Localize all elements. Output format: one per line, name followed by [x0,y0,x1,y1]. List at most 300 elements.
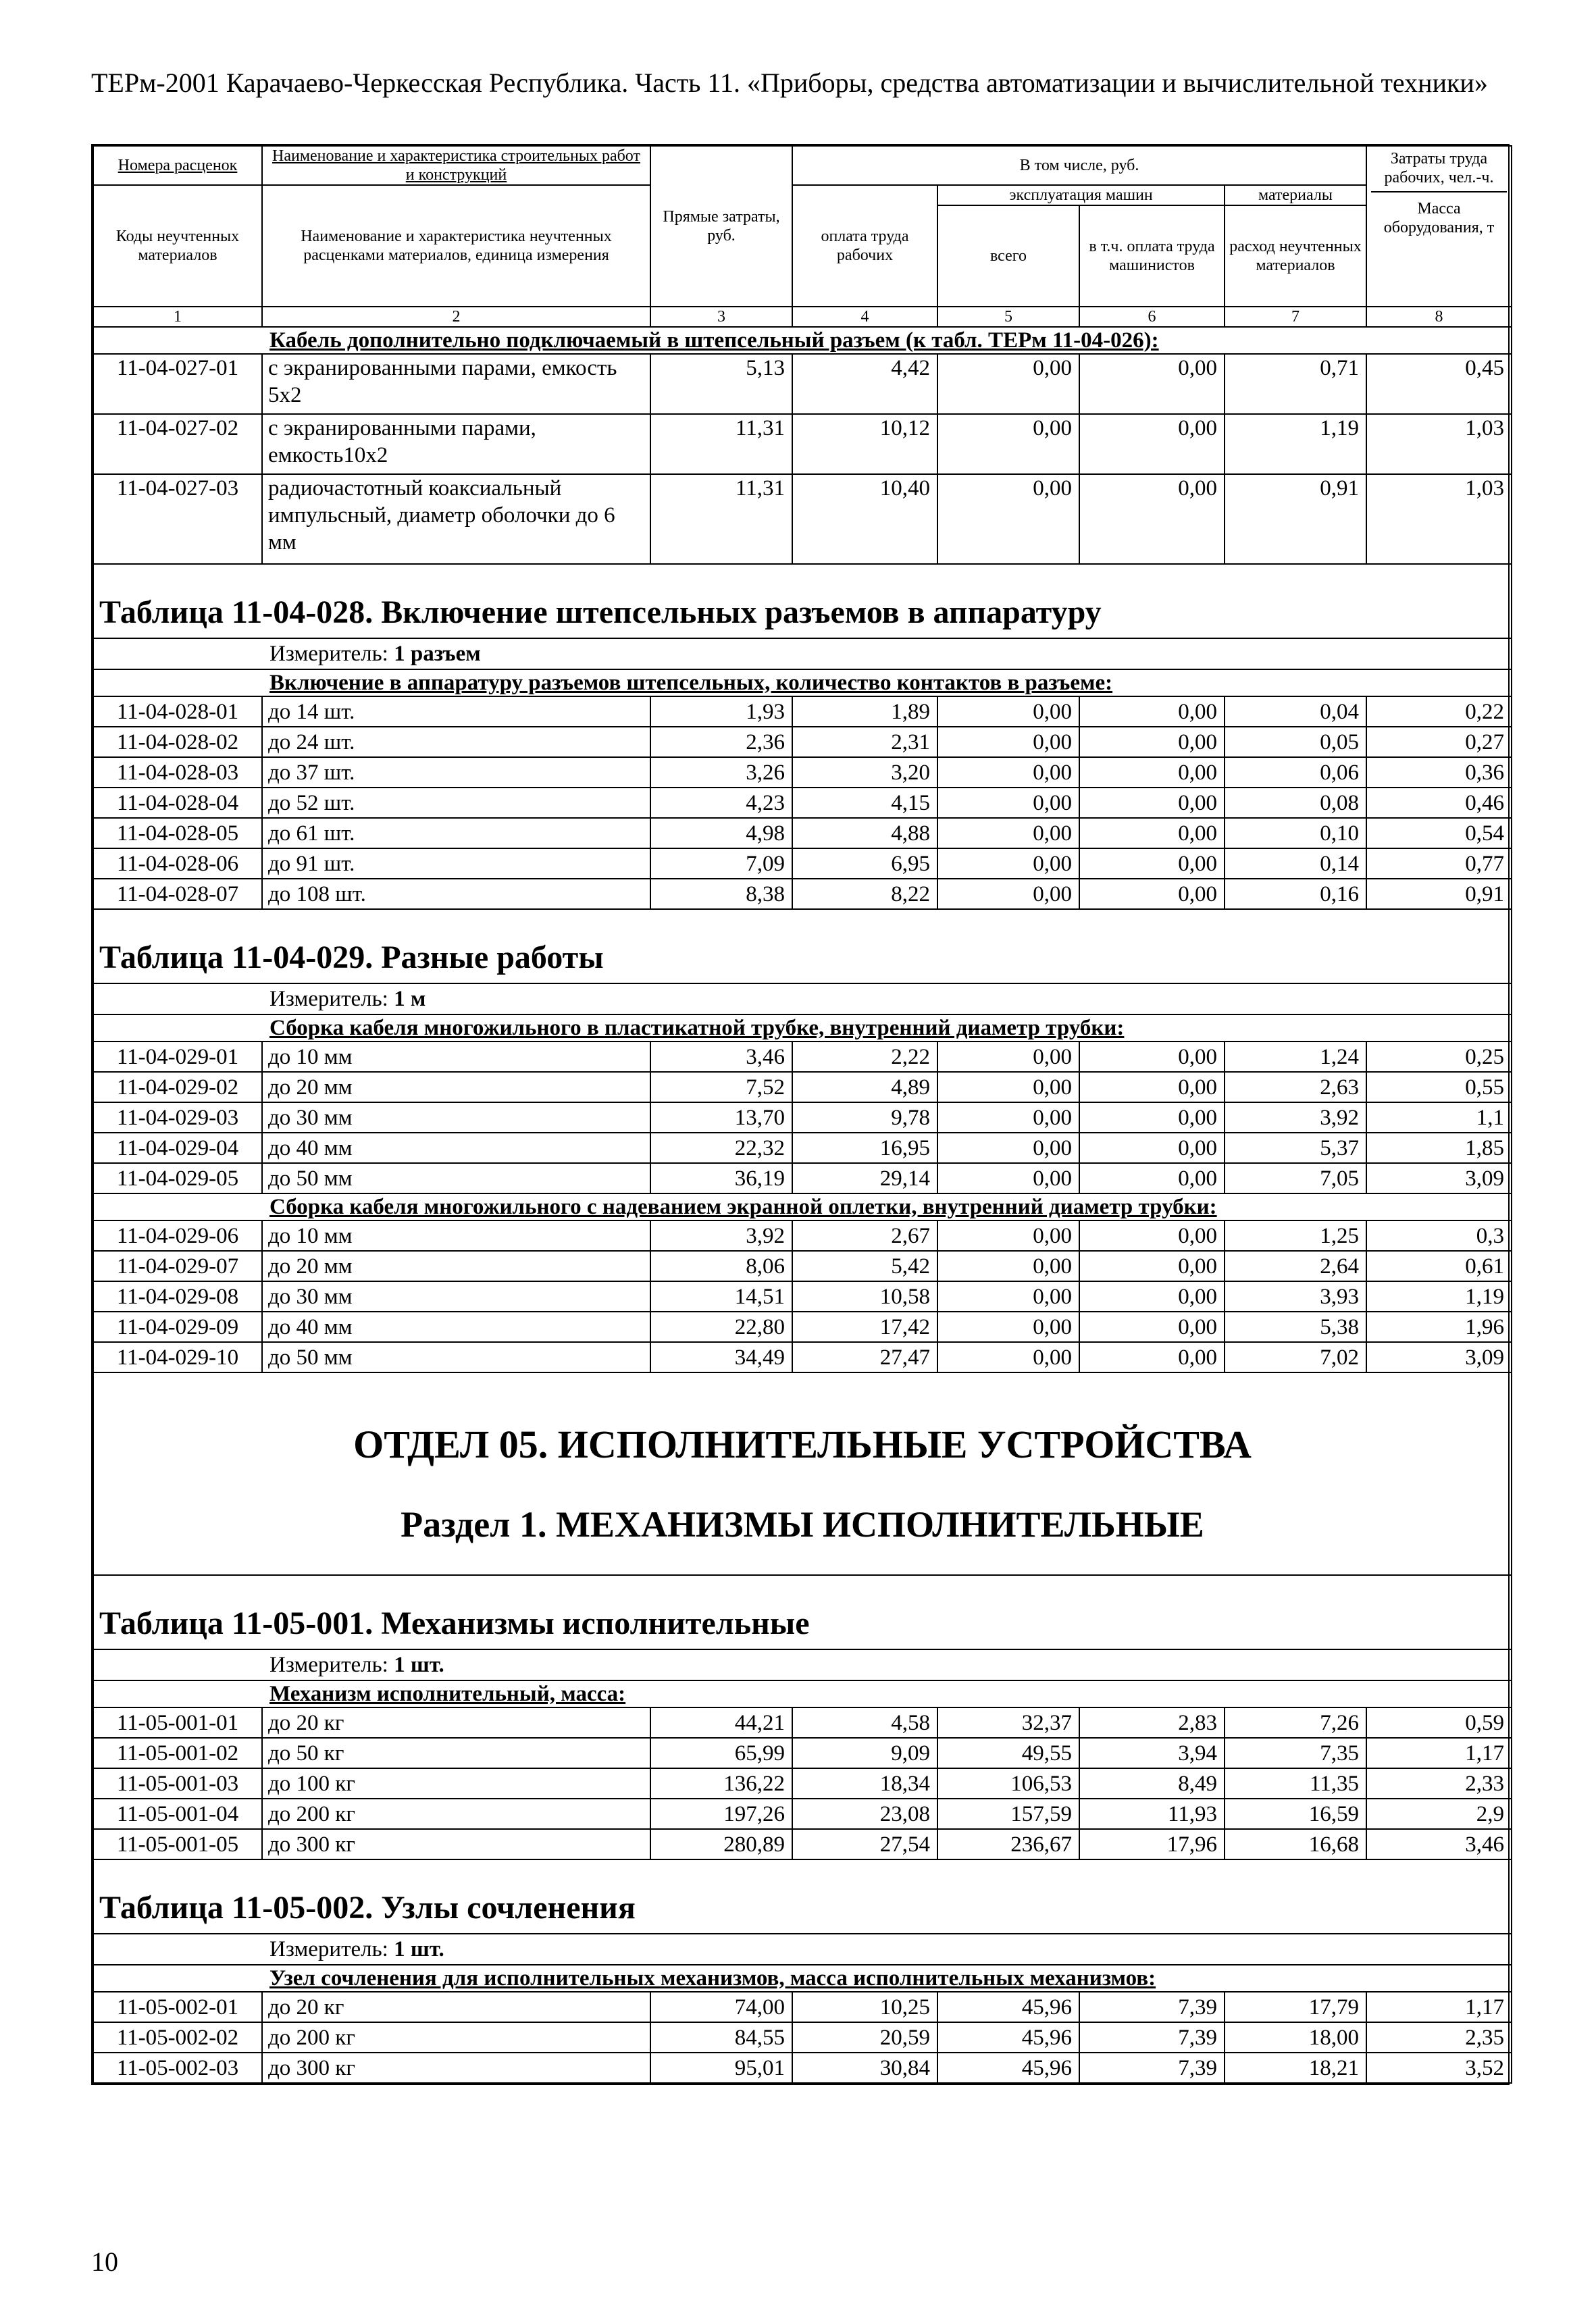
col-rate-numbers: Номера расценок [93,146,262,185]
rate-value: 6,95 [792,848,937,879]
rate-value: 0,00 [937,848,1079,879]
rate-value: 0,3 [1366,1220,1512,1251]
rate-value: 0,00 [937,1042,1079,1072]
unit-label: Измеритель: [269,1652,388,1677]
rate-value: 22,80 [650,1312,792,1342]
col-materials: материалы [1225,185,1366,205]
rate-value: 0,00 [1079,879,1225,909]
otdel-title: ОТДЕЛ 05. ИСПОЛНИТЕЛЬНЫЕ УСТРОЙСТВА [93,1372,1512,1474]
rate-code: 11-04-029-10 [93,1342,262,1372]
col-labor-pay: оплата труда рабочих [792,185,937,307]
rate-name: с экранированными парами, емкость10х2 [262,414,650,474]
rate-value: 197,26 [650,1799,792,1829]
unit-row [93,983,1512,1014]
rate-value: 0,06 [1225,757,1366,788]
group-subtitle: Включение в аппаратуру разъемов штепсельных, количество контактов в разъеме: [269,670,1113,695]
rate-value: 9,78 [792,1102,937,1133]
rate-value: 18,21 [1225,2053,1366,2083]
rate-value: 11,31 [650,474,792,564]
rate-name: до 40 мм [262,1312,650,1342]
rate-value: 0,05 [1225,727,1366,757]
col-incl-driver: в т.ч. оплата труда машинистов [1079,205,1225,307]
rate-value: 0,55 [1366,1072,1512,1102]
group-subtitle-cell [93,1014,1512,1042]
table-row [93,727,1512,757]
rate-name: до 200 кг [262,1799,650,1829]
rate-value: 0,16 [1225,879,1366,909]
rate-value: 0,00 [1079,727,1225,757]
rate-value: 13,70 [650,1102,792,1133]
rate-code: 11-04-029-03 [93,1102,262,1133]
rate-name: до 20 мм [262,1072,650,1102]
rate-code: 11-04-029-07 [93,1251,262,1281]
table-title-row [93,1575,1512,1649]
rate-value: 2,64 [1225,1251,1366,1281]
rate-value: 2,22 [792,1042,937,1072]
rate-value: 0,22 [1366,696,1512,727]
table-row [93,879,1512,909]
rate-value: 0,00 [1079,757,1225,788]
unit-cell [93,983,1512,1014]
rate-code: 11-05-001-03 [93,1768,262,1799]
rate-value: 5,13 [650,354,792,414]
group-subtitle-cell [93,327,1512,354]
razdel-title-row [93,1474,1512,1575]
rate-value: 23,08 [792,1799,937,1829]
rate-name: до 30 мм [262,1102,650,1133]
group-subtitle-row [93,1014,1512,1042]
rate-name: до 52 шт. [262,788,650,818]
rate-value: 3,92 [1225,1102,1366,1133]
rate-value: 0,00 [1079,1072,1225,1102]
rate-value: 14,51 [650,1281,792,1312]
rate-value: 0,08 [1225,788,1366,818]
rate-value: 0,00 [937,1342,1079,1372]
rate-name: до 20 мм [262,1251,650,1281]
rate-value: 0,00 [937,788,1079,818]
table-row [93,1251,1512,1281]
table-row [93,1768,1512,1799]
col-labor-costs-cell [1366,146,1512,307]
col-unaccounted-materials-cost: расход неучтенных материалов [1225,205,1366,307]
rate-value: 0,14 [1225,848,1366,879]
table-row [93,414,1512,474]
col-labor-costs: Затраты труда рабочих, чел.-ч. [1371,149,1507,192]
rate-value: 8,22 [792,879,937,909]
rate-code: 11-04-028-06 [93,848,262,879]
rate-value: 236,67 [937,1829,1079,1859]
rate-value: 36,19 [650,1163,792,1193]
rate-value: 11,93 [1079,1799,1225,1829]
rate-value: 17,96 [1079,1829,1225,1859]
rate-value: 0,00 [1079,1133,1225,1163]
rate-code: 11-05-001-04 [93,1799,262,1829]
rate-value: 3,20 [792,757,937,788]
rate-value: 4,23 [650,788,792,818]
rate-value: 10,58 [792,1281,937,1312]
rate-value: 4,88 [792,818,937,848]
rate-value: 5,38 [1225,1312,1366,1342]
rate-value: 0,71 [1225,354,1366,414]
rate-value: 11,35 [1225,1768,1366,1799]
rate-name: до 61 шт. [262,818,650,848]
rate-value: 65,99 [650,1738,792,1768]
rate-value: 0,00 [937,1220,1079,1251]
table-title-row [93,564,1512,638]
razdel-title: Раздел 1. МЕХАНИЗМЫ ИСПОЛНИТЕЛЬНЫЕ [93,1474,1512,1575]
rate-value: 0,00 [937,1281,1079,1312]
header-row-2 [93,185,1512,205]
rate-name: до 50 кг [262,1738,650,1768]
rate-value: 3,09 [1366,1342,1512,1372]
col-number: 7 [1225,307,1366,327]
rate-value: 280,89 [650,1829,792,1859]
col-direct-costs: Прямые затраты, руб. [650,146,792,307]
rate-value: 10,40 [792,474,937,564]
rate-value: 8,06 [650,1251,792,1281]
rate-name: до 14 шт. [262,696,650,727]
rate-value: 2,35 [1366,2022,1512,2053]
group-subtitle-cell [93,1965,1512,1992]
rate-value: 0,00 [937,1102,1079,1133]
group-subtitle-row [93,669,1512,696]
unit-cell [93,1649,1512,1680]
rate-value: 4,89 [792,1072,937,1102]
rate-value: 74,00 [650,1992,792,2022]
rate-value: 7,09 [650,848,792,879]
rate-value: 0,00 [1079,818,1225,848]
rate-value: 29,14 [792,1163,937,1193]
rate-value: 2,36 [650,727,792,757]
table-row [93,1042,1512,1072]
col-number: 4 [792,307,937,327]
col-number: 1 [93,307,262,327]
rate-value: 0,91 [1225,474,1366,564]
rate-value: 3,92 [650,1220,792,1251]
unit-row [93,638,1512,669]
rate-value: 7,52 [650,1072,792,1102]
rate-value: 84,55 [650,2022,792,2053]
col-work-name: Наименование и характеристика строительных работ и конструкций [262,146,650,185]
rate-value: 1,19 [1366,1281,1512,1312]
rate-value: 3,93 [1225,1281,1366,1312]
table-row [93,696,1512,727]
rate-code: 11-05-002-01 [93,1992,262,2022]
table-row [93,1133,1512,1163]
rate-value: 2,9 [1366,1799,1512,1829]
rate-value: 7,26 [1225,1707,1366,1738]
rate-value: 17,42 [792,1312,937,1342]
unit-label: Измеритель: [269,1936,388,1961]
rate-value: 22,32 [650,1133,792,1163]
rate-value: 4,98 [650,818,792,848]
rate-name: до 24 шт. [262,727,650,757]
rate-value: 0,04 [1225,696,1366,727]
table-title: Таблица 11-05-001. Механизмы исполнительные [93,1575,1512,1649]
rate-name: до 40 мм [262,1133,650,1163]
rate-value: 0,00 [937,1072,1079,1102]
rate-value: 0,00 [937,879,1079,909]
rate-value: 0,10 [1225,818,1366,848]
table-title-row [93,909,1512,983]
rate-value: 2,83 [1079,1707,1225,1738]
group-subtitle: Сборка кабеля многожильного в пластикатной трубке, внутренний диаметр трубки: [269,1015,1125,1040]
rate-value: 0,00 [937,474,1079,564]
rate-value: 0,00 [937,354,1079,414]
rate-name: до 10 мм [262,1042,650,1072]
rate-value: 0,00 [937,414,1079,474]
rate-name: до 300 кг [262,2053,650,2083]
rate-value: 0,00 [1079,788,1225,818]
unit-label: Измеритель: [269,986,388,1011]
rate-code: 11-05-002-03 [93,2053,262,2083]
rate-code: 11-04-029-02 [93,1072,262,1102]
rate-name: до 200 кг [262,2022,650,2053]
table-row [93,848,1512,879]
rate-value: 0,00 [1079,1042,1225,1072]
rate-value: 95,01 [650,2053,792,2083]
rate-value: 0,00 [1079,1312,1225,1342]
table-title: Таблица 11-04-028. Включение штепсельных разъемов в аппаратуру [93,564,1512,638]
rate-name: с экранированными парами, емкость 5х2 [262,354,650,414]
table-row [93,1281,1512,1312]
table-title: Таблица 11-05-002. Узлы сочленения [93,1859,1512,1934]
col-number: 3 [650,307,792,327]
rate-value: 1,25 [1225,1220,1366,1251]
page-header: ТЕРм-2001 Карачаево-Черкесская Республика. Часть 11. «Приборы, средства автоматизации и вычислительной техники» [91,68,1488,98]
table-row [93,1799,1512,1829]
rate-name: до 10 мм [262,1220,650,1251]
group-subtitle: Узел сочленения для исполнительных механизмов, масса исполнительных механизмов: [269,1965,1156,1990]
rate-name: до 300 кг [262,1829,650,1859]
rate-value: 2,63 [1225,1072,1366,1102]
rate-value: 0,00 [1079,474,1225,564]
rate-value: 0,00 [1079,414,1225,474]
rate-code: 11-04-029-05 [93,1163,262,1193]
rate-value: 0,27 [1366,727,1512,757]
col-number: 6 [1079,307,1225,327]
table-title-row [93,1859,1512,1934]
group-subtitle: Сборка кабеля многожильного с надеванием экранной оплетки, внутренний диаметр трубки: [269,1194,1217,1219]
rate-value: 45,96 [937,2022,1079,2053]
rate-code: 11-04-029-09 [93,1312,262,1342]
table-row [93,1829,1512,1859]
rate-value: 3,52 [1366,2053,1512,2083]
rate-value: 0,00 [1079,1102,1225,1133]
rate-value: 10,12 [792,414,937,474]
rate-value: 0,00 [937,696,1079,727]
rate-value: 0,00 [937,1133,1079,1163]
group-subtitle-cell [93,1193,1512,1220]
rate-value: 9,09 [792,1738,937,1768]
table-row [93,2053,1512,2083]
rate-name: до 100 кг [262,1768,650,1799]
table-row [93,757,1512,788]
group-subtitle: Кабель дополнительно подключаемый в штепсельный разъем (к табл. ТЕРм 11-04-026): [269,328,1159,353]
header-row-1 [93,146,1512,185]
rate-value: 3,94 [1079,1738,1225,1768]
rate-value: 0,00 [937,818,1079,848]
rate-value: 45,96 [937,1992,1079,2022]
rate-value: 0,00 [1079,1163,1225,1193]
rate-value: 1,17 [1366,1738,1512,1768]
unit-value: 1 разъем [394,641,481,666]
rate-value: 45,96 [937,2053,1079,2083]
rate-value: 7,39 [1079,1992,1225,2022]
rate-value: 8,38 [650,879,792,909]
rate-code: 11-04-029-08 [93,1281,262,1312]
table-row [93,1072,1512,1102]
group-subtitle-cell [93,1680,1512,1707]
rate-value: 0,25 [1366,1042,1512,1072]
table-row [93,818,1512,848]
rate-name: до 108 шт. [262,879,650,909]
rate-value: 2,67 [792,1220,937,1251]
rate-value: 7,02 [1225,1342,1366,1372]
col-number: 2 [262,307,650,327]
rate-value: 44,21 [650,1707,792,1738]
rate-code: 11-05-002-02 [93,2022,262,2053]
rate-value: 1,96 [1366,1312,1512,1342]
col-number: 8 [1366,307,1512,327]
rate-value: 1,89 [792,696,937,727]
rate-value: 34,49 [650,1342,792,1372]
group-subtitle: Механизм исполнительный, масса: [269,1681,626,1706]
col-equipment-mass: Масса оборудования, т [1383,200,1495,236]
rate-value: 16,68 [1225,1829,1366,1859]
rate-value: 1,19 [1225,414,1366,474]
rate-name: до 50 мм [262,1342,650,1372]
rate-value: 0,00 [937,727,1079,757]
rate-value: 0,46 [1366,788,1512,818]
rate-value: 1,17 [1366,1992,1512,2022]
rate-code: 11-04-028-04 [93,788,262,818]
unit-label: Измеритель: [269,641,388,666]
rate-name: радиочастотный коаксиальный импульсный, диаметр оболочки до 6 мм [262,474,650,564]
table-row [93,1312,1512,1342]
table-row [93,1102,1512,1133]
table-row [93,474,1512,564]
rate-code: 11-04-027-03 [93,474,262,564]
rate-value: 7,35 [1225,1738,1366,1768]
rate-value: 0,91 [1366,879,1512,909]
rate-code: 11-04-028-02 [93,727,262,757]
rate-value: 7,05 [1225,1163,1366,1193]
group-subtitle-row [93,1965,1512,1992]
rate-name: до 30 мм [262,1281,650,1312]
rate-value: 0,61 [1366,1251,1512,1281]
rate-value: 0,36 [1366,757,1512,788]
unit-row [93,1934,1512,1965]
group-subtitle-row [93,1193,1512,1220]
rate-value: 0,00 [937,757,1079,788]
rate-name: до 37 шт. [262,757,650,788]
rate-value: 30,84 [792,2053,937,2083]
rate-value: 10,25 [792,1992,937,2022]
rate-code: 11-04-028-01 [93,696,262,727]
unit-cell [93,638,1512,669]
rate-value: 0,54 [1366,818,1512,848]
group-subtitle-cell [93,669,1512,696]
rate-value: 32,37 [937,1707,1079,1738]
rate-value: 18,00 [1225,2022,1366,2053]
rate-value: 18,34 [792,1768,937,1799]
rate-value: 1,03 [1366,474,1512,564]
rate-value: 27,47 [792,1342,937,1372]
rate-value: 20,59 [792,2022,937,2053]
group-subtitle-row [93,327,1512,354]
rate-value: 0,00 [1079,696,1225,727]
rate-value: 3,09 [1366,1163,1512,1193]
rate-value: 1,93 [650,696,792,727]
rate-value: 3,46 [1366,1829,1512,1859]
rate-value: 2,33 [1366,1768,1512,1799]
rate-name: до 20 кг [262,1992,650,2022]
group-subtitle-row [93,1680,1512,1707]
table-row [93,1992,1512,2022]
rate-value: 1,03 [1366,414,1512,474]
unit-value: 1 шт. [394,1936,444,1961]
rate-value: 11,31 [650,414,792,474]
rate-value: 8,49 [1079,1768,1225,1799]
rate-value: 17,79 [1225,1992,1366,2022]
rate-value: 7,39 [1079,2053,1225,2083]
rate-value: 0,00 [937,1251,1079,1281]
rate-value: 1,24 [1225,1042,1366,1072]
rate-code: 11-04-027-01 [93,354,262,414]
rate-name: до 50 мм [262,1163,650,1193]
table-row [93,788,1512,818]
rate-value: 2,31 [792,727,937,757]
page-number: 10 [91,2246,118,2277]
unit-value: 1 м [394,986,426,1011]
col-total: всего [937,205,1079,307]
rate-value: 3,46 [650,1042,792,1072]
unit-cell [93,1934,1512,1965]
rate-value: 0,00 [1079,354,1225,414]
rate-value: 0,77 [1366,848,1512,879]
table-row [93,1342,1512,1372]
rate-value: 0,00 [1079,1220,1225,1251]
rate-value: 49,55 [937,1738,1079,1768]
col-unaccounted-names: Наименование и характеристика неучтенных расценками материалов, единица измерения [262,185,650,307]
rate-value: 0,00 [1079,1281,1225,1312]
rate-code: 11-04-028-03 [93,757,262,788]
col-incl: В том числе, руб. [792,146,1366,185]
rate-value: 27,54 [792,1829,937,1859]
table-title: Таблица 11-04-029. Разные работы [93,909,1512,983]
table-row [93,1220,1512,1251]
rate-value: 0,00 [937,1163,1079,1193]
rate-name: до 20 кг [262,1707,650,1738]
col-unaccounted-codes: Коды неучтенных материалов [93,185,262,307]
rate-value: 157,59 [937,1799,1079,1829]
rate-value: 0,00 [937,1312,1079,1342]
table-row [93,1707,1512,1738]
rate-value: 16,59 [1225,1799,1366,1829]
rate-code: 11-05-001-05 [93,1829,262,1859]
rates-table-container [91,144,1510,2085]
rate-code: 11-04-028-05 [93,818,262,848]
rate-value: 16,95 [792,1133,937,1163]
rate-value: 7,39 [1079,2022,1225,2053]
unit-value: 1 шт. [394,1652,444,1677]
rate-code: 11-04-029-04 [93,1133,262,1163]
rate-value: 4,58 [792,1707,937,1738]
rate-value: 3,26 [650,757,792,788]
column-number-row [93,307,1512,327]
rate-value: 0,00 [1079,848,1225,879]
